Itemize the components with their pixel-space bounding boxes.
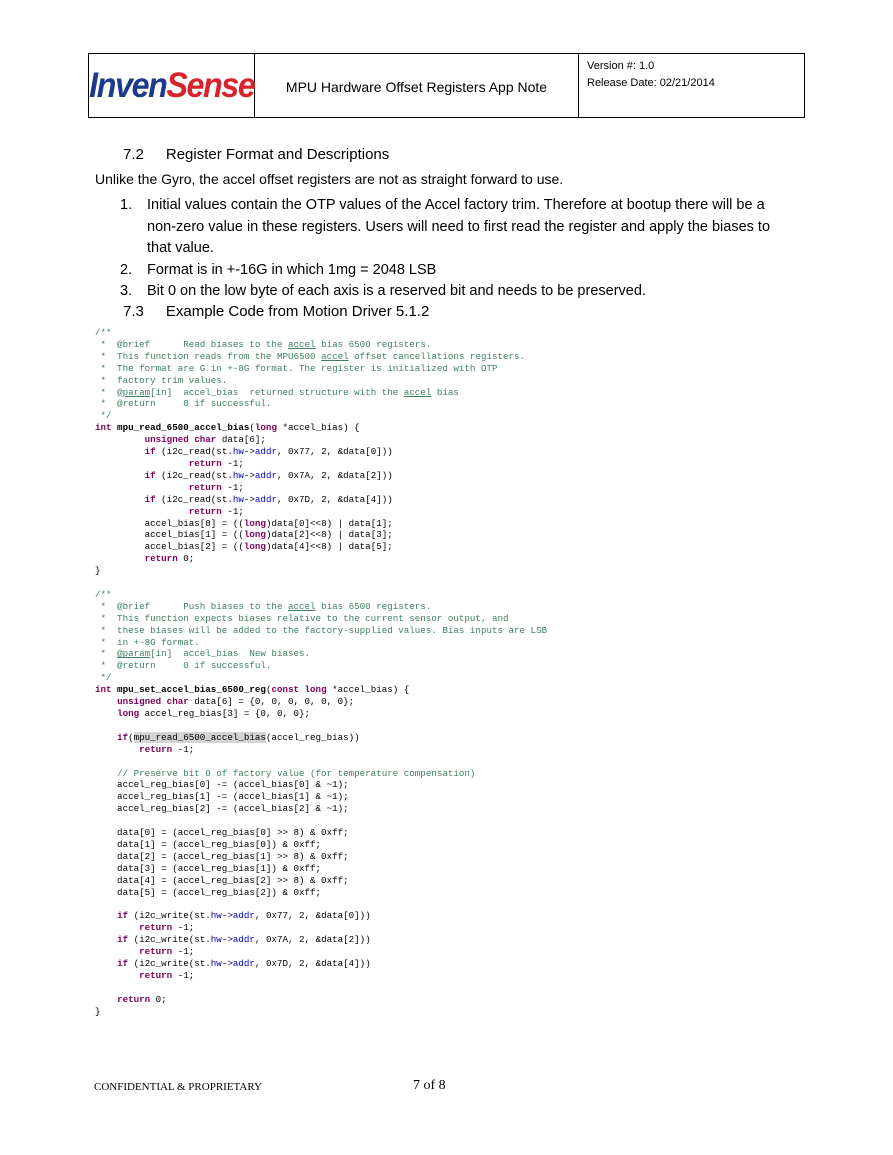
- code-token: if: [144, 469, 156, 481]
- code-token: accel_bias[2] = ((: [95, 541, 244, 553]
- code-token: data[1] = (accel_reg_bias[0]) & 0xff;: [95, 838, 322, 850]
- code-line: [95, 934, 371, 945]
- code-token: mpu_set_accel_bias_6500_reg: [111, 684, 266, 696]
- code-line: [95, 327, 112, 338]
- code-token: hw: [210, 934, 222, 946]
- code-token: if: [117, 934, 129, 946]
- code-token: * factory trim values.: [95, 374, 228, 386]
- code-token: @param: [117, 648, 151, 660]
- code-token: (i2c_read(st.: [155, 493, 233, 505]
- code-token: return: [139, 743, 173, 755]
- code-line: [95, 613, 509, 624]
- code-token: , 0x7D, 2, &data[4])): [254, 958, 371, 970]
- code-token: (i2c_write(st.: [128, 910, 211, 922]
- page-number: 7 of 8: [413, 1078, 446, 1093]
- code-token: }: [95, 1005, 101, 1017]
- code-token: [95, 506, 189, 517]
- code-token: )data[2]<<8) | data[3];: [265, 529, 393, 541]
- code-token: -1;: [172, 946, 195, 958]
- code-token: , 0x77, 2, &data[0])): [254, 910, 371, 922]
- code-token: */: [95, 410, 112, 422]
- section-title: Example Code from Motion Driver 5.1.2: [165, 303, 430, 320]
- code-line: [95, 482, 244, 493]
- code-token: * @return 0 if successful.: [95, 398, 272, 410]
- code-line: [95, 946, 194, 957]
- code-token: bias: [431, 386, 459, 398]
- code-line: [95, 827, 349, 838]
- list-item: [120, 195, 790, 260]
- code-line: [95, 660, 271, 671]
- code-token: [95, 958, 117, 969]
- list-item: [120, 281, 790, 303]
- list-item-number: 1.: [120, 197, 133, 213]
- code-line: [95, 672, 112, 683]
- code-token: [95, 946, 139, 957]
- code-token: */: [95, 672, 112, 684]
- code-token: /**: [95, 588, 112, 600]
- code-token: * The format are G in +-8G format. The register is initialized with OTP: [95, 362, 498, 374]
- code-token: return: [188, 457, 222, 469]
- code-token: accel_reg_bias[1] -= (accel_bias[1] & ~1);: [95, 791, 349, 803]
- code-line: [95, 648, 310, 659]
- code-line: [95, 910, 371, 921]
- code-token: ->: [243, 469, 255, 481]
- code-token: data[6] = {0, 0, 0, 0, 0, 0};: [188, 696, 355, 708]
- code-token: ->: [221, 934, 233, 946]
- code-line: [95, 494, 393, 505]
- code-token: )data[4]<<8) | data[5];: [265, 541, 393, 553]
- release-date: Release Date: 02/21/2014: [587, 77, 715, 89]
- code-token: return: [188, 481, 222, 493]
- code-token: , 0x7A, 2, &data[2])): [276, 469, 393, 481]
- code-token: unsigned char: [144, 434, 217, 446]
- code-token: [95, 910, 117, 921]
- code-token: [in] accel_bias New biases.: [150, 648, 311, 660]
- logo-text-sense: Sense: [166, 65, 255, 105]
- code-token: hw: [210, 910, 222, 922]
- code-token: , 0x7A, 2, &data[2])): [254, 934, 371, 946]
- code-line: [95, 375, 227, 386]
- code-token: [95, 553, 145, 564]
- code-line: [95, 1006, 101, 1017]
- code-line: [95, 958, 371, 969]
- code-token: *accel_bias) {: [326, 684, 410, 696]
- document-title: MPU Hardware Offset Registers App Note: [255, 54, 579, 117]
- list-item-text: Initial values contain the OTP values of the Accel factory trim. Therefore at bootup there will be a non-zero value in these registers. Users will need to first read the register and apply the biases to that value.: [147, 197, 771, 256]
- code-line: [95, 518, 393, 529]
- code-token: -1;: [221, 505, 244, 517]
- code-token: long: [243, 529, 266, 541]
- code-token: -1;: [172, 743, 195, 755]
- code-token: , 0x7D, 2, &data[4])): [276, 493, 393, 505]
- list-item-number: 3.: [120, 283, 133, 299]
- code-token: 0;: [177, 553, 195, 565]
- code-token: if: [117, 731, 129, 743]
- code-token: [95, 458, 189, 469]
- code-line: [95, 625, 547, 636]
- code-line: [95, 768, 475, 779]
- code-token: /**: [95, 327, 112, 338]
- code-token: accel_reg_bias[3] = {0, 0, 0};: [139, 708, 311, 719]
- code-token: long: [243, 541, 266, 553]
- code-line: [95, 387, 459, 398]
- code-token: return: [144, 553, 178, 565]
- code-token: [95, 494, 145, 505]
- code-token: *: [95, 386, 118, 398]
- code-token: (: [128, 731, 134, 743]
- code-token: [95, 470, 145, 481]
- code-token: (i2c_write(st.: [128, 934, 211, 946]
- code-token: if: [117, 910, 129, 922]
- code-line: [95, 637, 200, 648]
- code-token: if: [144, 446, 156, 458]
- code-token: long: [243, 517, 266, 529]
- code-token: }: [95, 565, 101, 577]
- code-line: [95, 994, 167, 1005]
- list-item-text: Bit 0 on the low byte of each axis is a reserved bit and needs to be preserved.: [147, 283, 646, 299]
- code-token: hw: [210, 958, 222, 970]
- code-token: , 0x77, 2, &data[0])): [276, 446, 393, 458]
- code-token: * in +-8G format.: [95, 636, 200, 648]
- code-token: @param: [117, 386, 151, 398]
- code-token: -1;: [221, 481, 244, 493]
- list-item-number: 2.: [120, 261, 133, 278]
- code-token: *: [95, 648, 118, 660]
- code-token: (i2c_read(st.: [155, 469, 233, 481]
- code-token: hw: [232, 446, 244, 458]
- code-line: [95, 398, 271, 409]
- code-token: addr: [232, 910, 255, 922]
- code-token: data[6];: [216, 434, 266, 446]
- intro-paragraph: Unlike the Gyro, the accel offset registers are not as straight forward to use.: [95, 171, 564, 187]
- code-token: * @return 0 if successful.: [95, 660, 272, 672]
- code-token: accel_reg_bias[0] -= (accel_bias[0] & ~1);: [95, 779, 349, 791]
- code-token: bias 6500 registers.: [315, 338, 432, 350]
- code-token: (: [265, 684, 272, 696]
- code-token: * This function expects biases relative to the current sensor output, and: [95, 612, 509, 624]
- logo-text-inven: Inven: [88, 65, 167, 105]
- code-token: ->: [243, 493, 255, 505]
- code-token: -1;: [172, 922, 195, 934]
- code-line: [95, 351, 525, 362]
- code-line: [95, 529, 393, 540]
- numbered-list: [120, 195, 790, 303]
- code-token: [95, 482, 189, 493]
- code-token: accel_bias[1] = ((: [95, 529, 244, 541]
- footer-confidential: CONFIDENTIAL & PROPRIETARY: [94, 1081, 262, 1093]
- code-token: addr: [254, 469, 277, 481]
- code-token: * @brief Read biases to the: [95, 338, 288, 350]
- code-token: data[4] = (accel_reg_bias[2] >> 8) & 0xff;: [95, 874, 349, 886]
- code-line: [95, 887, 321, 898]
- code-line: [95, 696, 354, 707]
- code-token: * This function reads from the MPU6500: [95, 350, 322, 362]
- company-logo: [89, 54, 255, 117]
- code-line: [95, 506, 244, 517]
- code-line: [95, 446, 393, 457]
- code-token: int: [95, 422, 112, 434]
- code-token: const long: [271, 684, 327, 696]
- code-token: bias 6500 registers.: [315, 600, 432, 612]
- code-token: // Preserve bit 0 of factory value (for temperature compensation): [117, 767, 476, 779]
- code-token: offset cancellations registers.: [348, 350, 526, 362]
- code-token: addr: [232, 934, 255, 946]
- section-heading-7-3: [123, 303, 429, 320]
- code-line: [95, 744, 194, 755]
- code-token: return: [139, 946, 173, 958]
- code-token: 0;: [150, 993, 167, 1005]
- code-token: [in] accel_bias returned structure with the: [150, 386, 404, 398]
- code-token: addr: [254, 446, 277, 458]
- code-line: [95, 601, 431, 612]
- code-token: [95, 994, 117, 1005]
- code-line: [95, 363, 497, 374]
- code-line: [95, 422, 360, 433]
- code-line: [95, 339, 431, 350]
- code-line: [95, 839, 321, 850]
- code-token: [95, 970, 139, 981]
- code-line: [95, 922, 194, 933]
- code-token: accel: [403, 386, 432, 398]
- code-token: (accel_reg_bias)): [265, 731, 360, 743]
- code-line: [95, 458, 244, 469]
- code-listing: [95, 327, 547, 1018]
- code-token: [95, 708, 117, 719]
- code-line: [95, 970, 194, 981]
- code-token: [95, 934, 117, 945]
- code-token: data[2] = (accel_reg_bias[1] >> 8) & 0xff;: [95, 850, 349, 862]
- code-line: [95, 684, 409, 695]
- code-token: if: [117, 958, 129, 970]
- code-token: (: [249, 422, 255, 434]
- code-token: ->: [221, 958, 233, 970]
- code-token: addr: [254, 493, 277, 505]
- code-line: [95, 470, 393, 481]
- code-line: [95, 410, 112, 421]
- code-token: * these biases will be added to the factory-supplied values. Bias inputs are LSB: [95, 624, 548, 636]
- code-token: accel_reg_bias[2] -= (accel_bias[2] & ~1);: [95, 803, 349, 815]
- code-line: [95, 541, 393, 552]
- version-info: [579, 54, 804, 117]
- code-token: -1;: [221, 457, 244, 469]
- code-token: * @brief Push biases to the: [95, 600, 288, 612]
- section-heading-7-2: [123, 146, 389, 163]
- section-number: 7.3: [123, 303, 144, 320]
- section-title: Register Format and Descriptions: [165, 146, 390, 163]
- code-token: long: [254, 422, 277, 434]
- code-token: accel: [321, 350, 349, 362]
- code-token: (i2c_write(st.: [128, 958, 211, 970]
- code-token: hw: [232, 469, 244, 481]
- code-token: )data[0]<<8) | data[1];: [265, 517, 393, 529]
- code-token: addr: [232, 958, 255, 970]
- code-line: [95, 791, 349, 802]
- code-line: [95, 851, 349, 862]
- code-token: mpu_read_6500_accel_bias: [133, 731, 266, 743]
- code-token: [95, 434, 145, 445]
- code-token: [95, 768, 117, 779]
- code-token: data[0] = (accel_reg_bias[0] >> 8) & 0xff;: [95, 827, 349, 839]
- code-line: [95, 875, 349, 886]
- code-token: [95, 922, 139, 933]
- code-token: unsigned char: [117, 696, 189, 708]
- code-token: -1;: [172, 969, 195, 981]
- code-token: accel: [287, 600, 316, 612]
- code-line: [95, 803, 349, 814]
- code-line: [95, 565, 101, 576]
- code-token: ->: [221, 910, 233, 922]
- code-token: hw: [232, 493, 244, 505]
- code-token: *accel_bias) {: [276, 422, 360, 434]
- code-token: accel_bias[0] = ((: [95, 517, 244, 529]
- code-token: return: [188, 505, 222, 517]
- code-token: return: [139, 922, 173, 934]
- code-token: int: [95, 684, 112, 696]
- code-line: [95, 553, 194, 564]
- code-line: [95, 589, 112, 600]
- code-token: (i2c_read(st.: [155, 446, 233, 458]
- list-item: [120, 260, 790, 282]
- code-line: [95, 863, 321, 874]
- code-line: [95, 434, 266, 445]
- code-token: long: [117, 708, 140, 719]
- code-token: mpu_read_6500_accel_bias: [111, 422, 250, 434]
- code-token: accel: [287, 338, 316, 350]
- code-token: if: [144, 493, 156, 505]
- page-header: [88, 53, 805, 118]
- code-token: return: [139, 969, 173, 981]
- code-line: [95, 779, 349, 790]
- list-item-text: Format is in +-16G in which 1mg = 2048 LSB: [147, 261, 437, 278]
- code-line: [95, 732, 360, 743]
- code-token: return: [117, 993, 151, 1005]
- version-number: Version #: 1.0: [587, 60, 655, 72]
- code-token: [95, 446, 145, 457]
- code-token: [95, 696, 117, 707]
- code-token: ->: [243, 446, 255, 458]
- section-number: 7.2: [123, 146, 144, 163]
- code-token: data[3] = (accel_reg_bias[1]) & 0xff;: [95, 862, 322, 874]
- code-token: data[5] = (accel_reg_bias[2]) & 0xff;: [95, 886, 322, 898]
- code-line: [95, 708, 310, 719]
- code-token: [95, 732, 117, 743]
- code-token: [95, 744, 139, 755]
